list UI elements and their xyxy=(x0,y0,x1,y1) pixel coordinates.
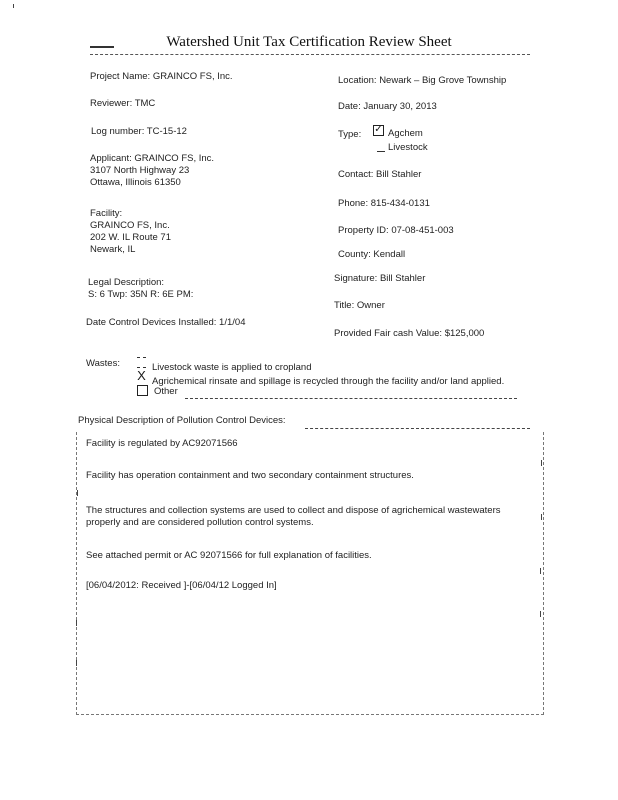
applicant-line: 3107 North Highway 23 xyxy=(90,165,190,176)
title-rule-bold xyxy=(90,46,114,48)
wastes-livestock-text: Livestock waste is applied to cropland xyxy=(152,362,312,373)
signature: Signature: Bill Stahler xyxy=(334,273,426,284)
reviewer: Reviewer: TMC xyxy=(90,98,156,109)
title-field: Title: Owner xyxy=(334,300,385,311)
county: County: Kendall xyxy=(338,249,406,260)
applicant-line: Ottawa, Illinois 61350 xyxy=(90,177,181,188)
scan-speck xyxy=(540,568,541,574)
fair-value: Provided Fair cash Value: $125,000 xyxy=(334,328,485,339)
title-rule xyxy=(90,54,530,55)
wastes-other-fill-line xyxy=(185,398,517,399)
scan-speck xyxy=(13,4,14,8)
facility-line: 202 W. IL Route 71 xyxy=(90,232,171,243)
physical-line: [06/04/2012: Received ]-[06/04/12 Logged In] xyxy=(86,580,277,591)
facility-line: Facility: xyxy=(90,208,123,219)
scan-speck xyxy=(541,514,542,520)
legal-line: Legal Description: xyxy=(88,277,165,288)
facility-line: GRAINCO FS, Inc. xyxy=(90,220,170,231)
scan-speck xyxy=(540,611,541,617)
phone: Phone: 815-434-0131 xyxy=(338,198,430,209)
scan-speck xyxy=(541,460,542,466)
contact: Contact: Bill Stahler xyxy=(338,169,422,180)
applicant-line: Applicant: GRAINCO FS, Inc. xyxy=(90,153,215,164)
type-label: Type: xyxy=(338,129,362,140)
type-livestock-blank xyxy=(377,151,385,152)
physical-line: Facility has operation containment and two secondary containment structures. xyxy=(86,470,414,481)
wastes-label: Wastes: xyxy=(86,358,120,369)
scan-speck xyxy=(76,620,77,626)
scan-speck xyxy=(77,490,78,496)
applicant-block xyxy=(90,153,214,189)
facility-line: Newark, IL xyxy=(90,244,136,255)
legal-line: S: 6 Twp: 35N R: 6E PM: xyxy=(88,289,194,300)
legal-block xyxy=(88,277,193,301)
wastes-other-text: Other xyxy=(154,386,178,397)
physical-line: properly and are considered pollution control systems. xyxy=(86,517,314,528)
location: Location: Newark – Big Grove Township xyxy=(338,75,507,86)
type-livestock-label: Livestock xyxy=(388,142,428,153)
wastes-agrichemical-text: Agrichemical rinsate and spillage is recycled through the facility and/or land applied. xyxy=(152,376,505,387)
physical-line: See attached permit or AC 92071566 for full explanation of facilities. xyxy=(86,550,372,561)
facility-block xyxy=(90,208,171,256)
physical-line: Facility is regulated by AC92071566 xyxy=(86,438,238,449)
physical-heading: Physical Description of Pollution Control Devices: xyxy=(78,415,286,426)
physical-line: The structures and collection systems are used to collect and dispose of agrichemical wastewaters xyxy=(86,505,501,516)
type-agchem-checkbox[interactable]: ✓ xyxy=(374,124,383,135)
property-id: Property ID: 07-08-451-003 xyxy=(338,225,454,236)
wastes-agrichemical-checkbox[interactable]: X xyxy=(137,368,146,383)
wastes-other-checkbox[interactable] xyxy=(137,385,148,396)
wastes-livestock-checkbox[interactable] xyxy=(137,357,146,368)
scan-speck xyxy=(76,660,77,666)
physical-paragraph xyxy=(86,505,501,529)
document-title: Watershed Unit Tax Certification Review Sheet xyxy=(166,34,452,50)
date-installed: Date Control Devices Installed: 1/1/04 xyxy=(86,317,246,328)
log-number: Log number: TC-15-12 xyxy=(91,126,187,137)
type-agchem-label: Agchem xyxy=(388,128,423,139)
physical-heading-fill-line xyxy=(305,428,530,429)
date: Date: January 30, 2013 xyxy=(338,101,437,112)
project-name: Project Name: GRAINCO FS, Inc. xyxy=(90,71,233,82)
